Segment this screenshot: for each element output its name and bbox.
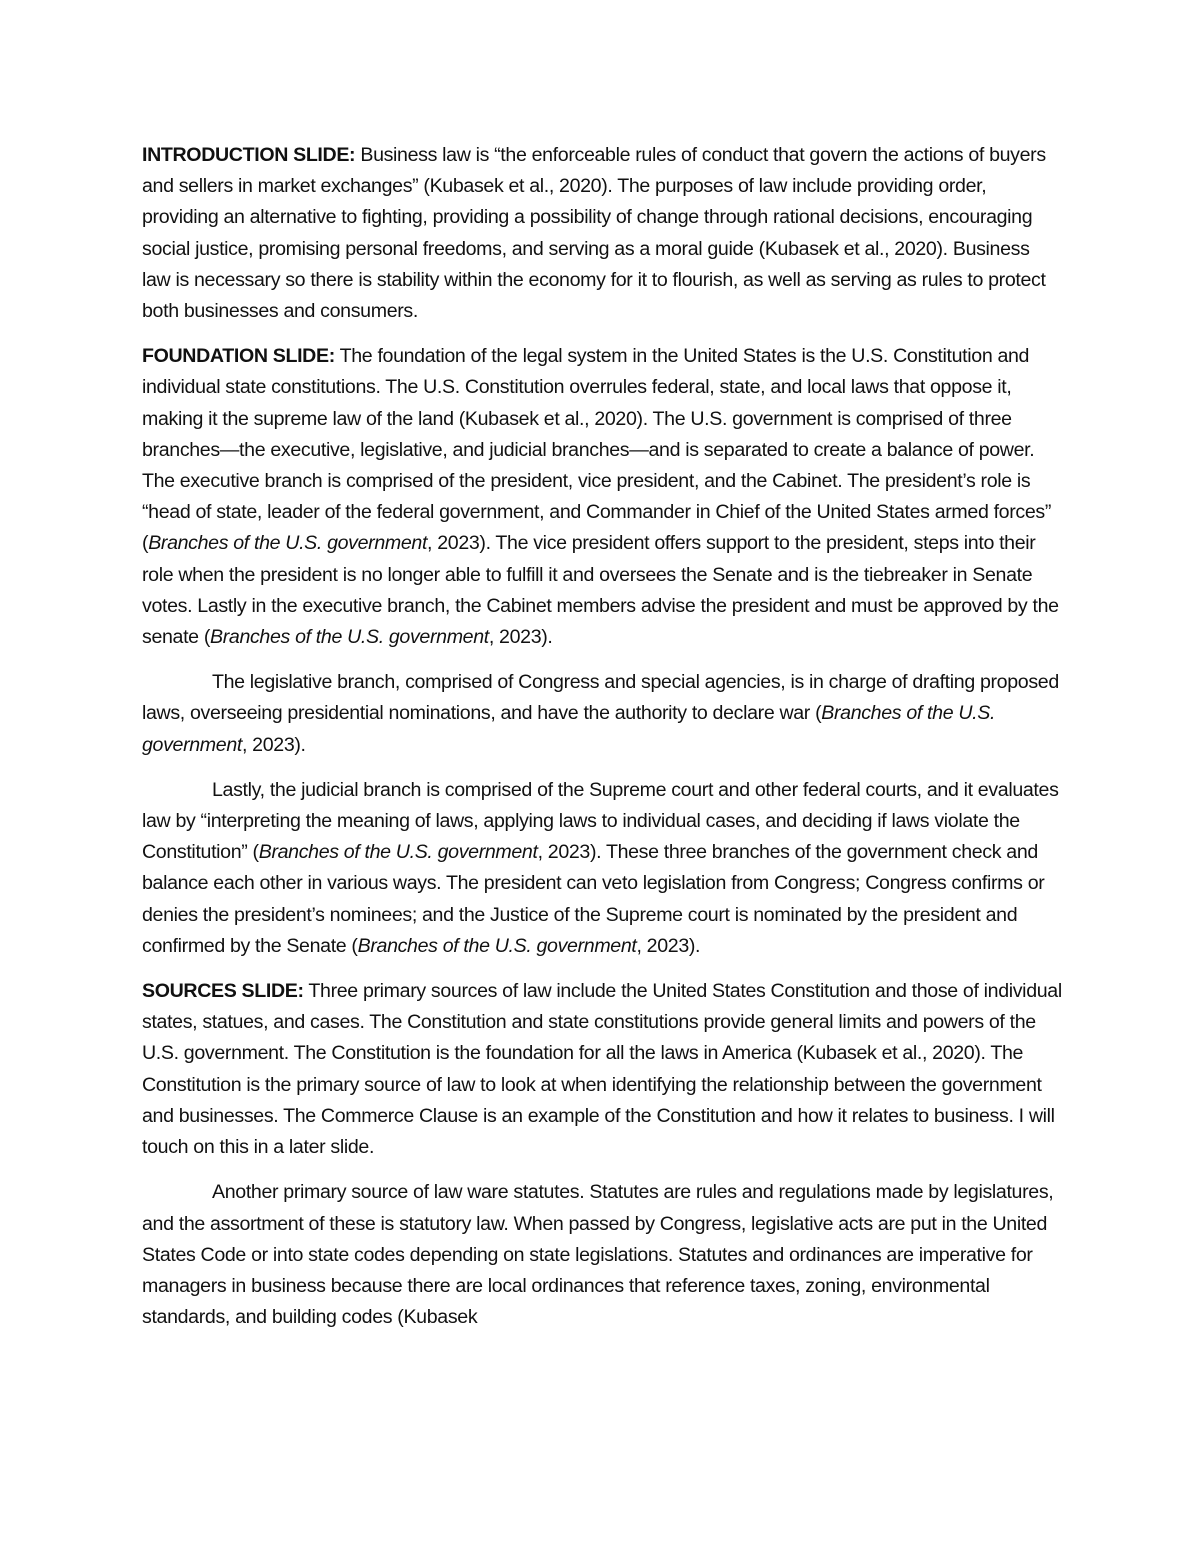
paragraph-text: , 2023). These three branches of the government check and balance each other in various ways. The president can veto legislation from Congress; Congress confirms or denies the president’s nominees; and the Justice of the Supreme court is nominated by the president and confirmed by the Senate ( <box>142 841 1045 957</box>
paragraph-text: Business law is “the enforceable rules of conduct that govern the actions of buyers and sellers in market exchanges” (Kubasek et al., 2020). The purposes of law include providing order, providing an alternative to fighting, providing a possibility of change through rational decisions, encouraging social justice, promising personal freedoms, and serving as a moral guide (Kubasek et al., 2020). Business law is necessary so there is stability within the economy for it to flourish, as well as serving as rules to protect both businesses and consumers. <box>142 144 1046 323</box>
paragraph-sources <box>142 976 1062 1163</box>
paragraph-text: , 2023). <box>488 626 553 649</box>
paragraph-judicial <box>142 775 1062 962</box>
paragraph-text: The legislative branch, comprised of Congress and special agencies, is in charge of drafting proposed laws, overseeing presidential nominations, and have the authority to declare war ( <box>142 671 1059 725</box>
section-label-foundation: FOUNDATION SLIDE: <box>142 345 335 368</box>
citation-title: Branches of the U.S. government <box>357 934 637 957</box>
paragraph-text: The foundation of the legal system in the United States is the U.S. Constitution and individual state constitutions. The U.S. Constitution overrules federal, state, and local laws that oppose it, making it the supreme law of the land (Kubasek et al., 2020). The U.S. government is comprised of three branches—the executive, legislative, and judicial branches—and is separated to create a balance of power. The executive branch is comprised of the president, vice president, and the Cabinet. The president’s role is “head of state, leader of the federal government, and Commander in Chief of the United States armed forces” ( <box>142 345 1052 555</box>
paragraph-legislative <box>142 667 1062 761</box>
paragraph-introduction <box>142 140 1062 327</box>
citation-title: Branches of the U.S. government <box>142 702 996 756</box>
paragraph-text: Three primary sources of law include the United States Constitution and those of individual states, statues, and cases. The Constitution and state constitutions provide general limits and powers of the U.S. government. The Constitution is the foundation for all the laws in America (Kubasek et al., 2020). The Constitution is the primary source of law to look at when identifying the relationship between the government and businesses. The Commerce Clause is an example of the Constitution and how it relates to business. I will touch on this in a later slide. <box>142 980 1062 1159</box>
paragraph-foundation <box>142 341 1062 653</box>
paragraph-text: Another primary source of law ware statutes. Statutes are rules and regulations made by legislatures, and the assortment of these is statutory law. When passed by Congress, legislative acts are put in the United States Code or into state codes depending on state legislations. Statutes and ordinances are imperative for managers in business because there are local ordinances that reference taxes, zoning, environmental standards, and building codes (Kubasek <box>142 1181 1054 1329</box>
paragraph-text: Lastly, the judicial branch is comprised of the Supreme court and other federal courts, and it evaluates law by “interpreting the meaning of laws, applying laws to individual cases, and deciding if laws violate the Constitution” ( <box>142 778 1059 864</box>
section-label-sources: SOURCES SLIDE: <box>142 980 304 1003</box>
paragraph-text: , 2023). The vice president offers support to the president, steps into their role when the president is no longer able to fulfill it and oversees the Senate and is the tiebreaker in Senate votes. Lastly in the executive branch, the Cabinet members advise the president and must be approved by the senate ( <box>142 532 1059 649</box>
paragraph-text: , 2023). <box>636 934 701 957</box>
citation-title: Branches of the U.S. government <box>148 532 428 555</box>
citation-title: Branches of the U.S. government <box>210 626 489 649</box>
citation-title: Branches of the U.S. government <box>258 841 538 864</box>
paragraph-text: , 2023). <box>241 733 306 756</box>
document-body <box>142 140 1062 1347</box>
paragraph-statutes <box>142 1177 1062 1333</box>
section-label-introduction: INTRODUCTION SLIDE: <box>142 144 356 166</box>
